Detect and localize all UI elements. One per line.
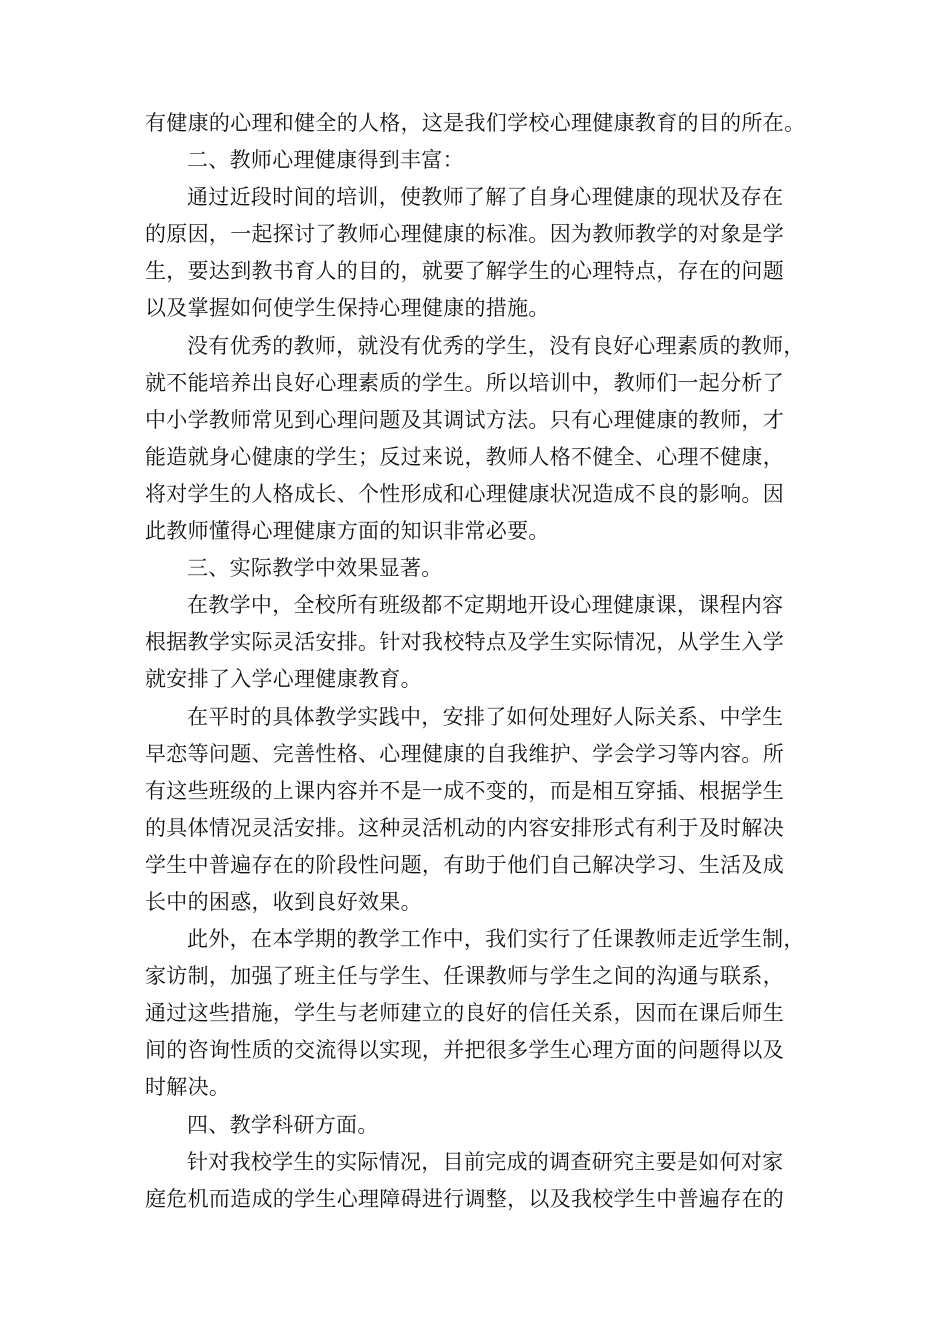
text-line: 时解决。 <box>145 1075 231 1100</box>
text-line: 将对学生的人格成长、个性形成和心理健康状况造成不良的影响。因 <box>145 481 784 506</box>
text-line: 就安排了入学心理健康教育。 <box>145 667 422 692</box>
text-line: 中小学教师常见到心理问题及其调试方法。只有心理健康的教师，才 <box>145 407 784 432</box>
text-line: 在平时的具体教学实践中，安排了如何处理好人际关系、中学生 <box>187 704 784 729</box>
text-line: 庭危机而造成的学生心理障碍进行调整，以及我校学生中普遍存在的 <box>145 1186 784 1211</box>
text-line: 长中的困惑，收到良好效果。 <box>145 889 422 914</box>
section-heading: 四、教学科研方面。 <box>187 1112 379 1137</box>
section-heading: 三、实际教学中效果显著。 <box>187 556 443 581</box>
text-line: 在教学中，全校所有班级都不定期地开设心理健康课，课程内容 <box>187 593 784 618</box>
text-line: 此外，在本学期的教学工作中，我们实行了任课教师走近学生制， <box>187 927 805 952</box>
text-line: 就不能培养出良好心理素质的学生。所以培训中，教师们一起分析了 <box>145 370 784 395</box>
text-line: 的原因，一起探讨了教师心理健康的标准。因为教师教学的对象是学 <box>145 222 784 247</box>
text-line: 根据教学实际灵活安排。针对我校特点及学生实际情况，从学生入学 <box>145 630 784 655</box>
text-line: 学生中普遍存在的阶段性问题，有助于他们自己解决学习、生活及成 <box>145 852 784 877</box>
text-line: 生，要达到教书育人的目的，就要了解学生的心理特点，存在的问题 <box>145 259 784 284</box>
text-line: 以及掌握如何使学生保持心理健康的措施。 <box>145 296 550 321</box>
text-line: 家访制，加强了班主任与学生、任课教师与学生之间的沟通与联系， <box>145 964 784 989</box>
text-line: 没有优秀的教师，就没有优秀的学生，没有良好心理素质的教师， <box>187 333 805 358</box>
text-line: 的具体情况灵活安排。这种灵活机动的内容安排形式有利于及时解决 <box>145 815 784 840</box>
body-text <box>145 105 825 1218</box>
text-line: 有这些班级的上课内容并不是一成不变的，而是相互穿插、根据学生 <box>145 778 784 803</box>
text-line: 间的咨询性质的交流得以实现，并把很多学生心理方面的问题得以及 <box>145 1038 784 1063</box>
text-line: 此教师懂得心理健康方面的知识非常必要。 <box>145 519 550 544</box>
text-line: 早恋等问题、完善性格、心理健康的自我维护、学会学习等内容。所 <box>145 741 784 766</box>
text-line: 针对我校学生的实际情况，目前完成的调查研究主要是如何对家 <box>187 1149 784 1174</box>
section-heading: 二、教师心理健康得到丰富： <box>187 148 464 173</box>
text-line: 通过近段时间的培训，使教师了解了自身心理健康的现状及存在 <box>187 185 784 210</box>
text-line: 能造就身心健康的学生；反过来说，教师人格不健全、心理不健康， <box>145 444 784 469</box>
text-line: 有健康的心理和健全的人格，这是我们学校心理健康教育的目的所在。 <box>145 111 806 135</box>
text-line: 通过这些措施，学生与老师建立的良好的信任关系，因而在课后师生 <box>145 1001 784 1026</box>
